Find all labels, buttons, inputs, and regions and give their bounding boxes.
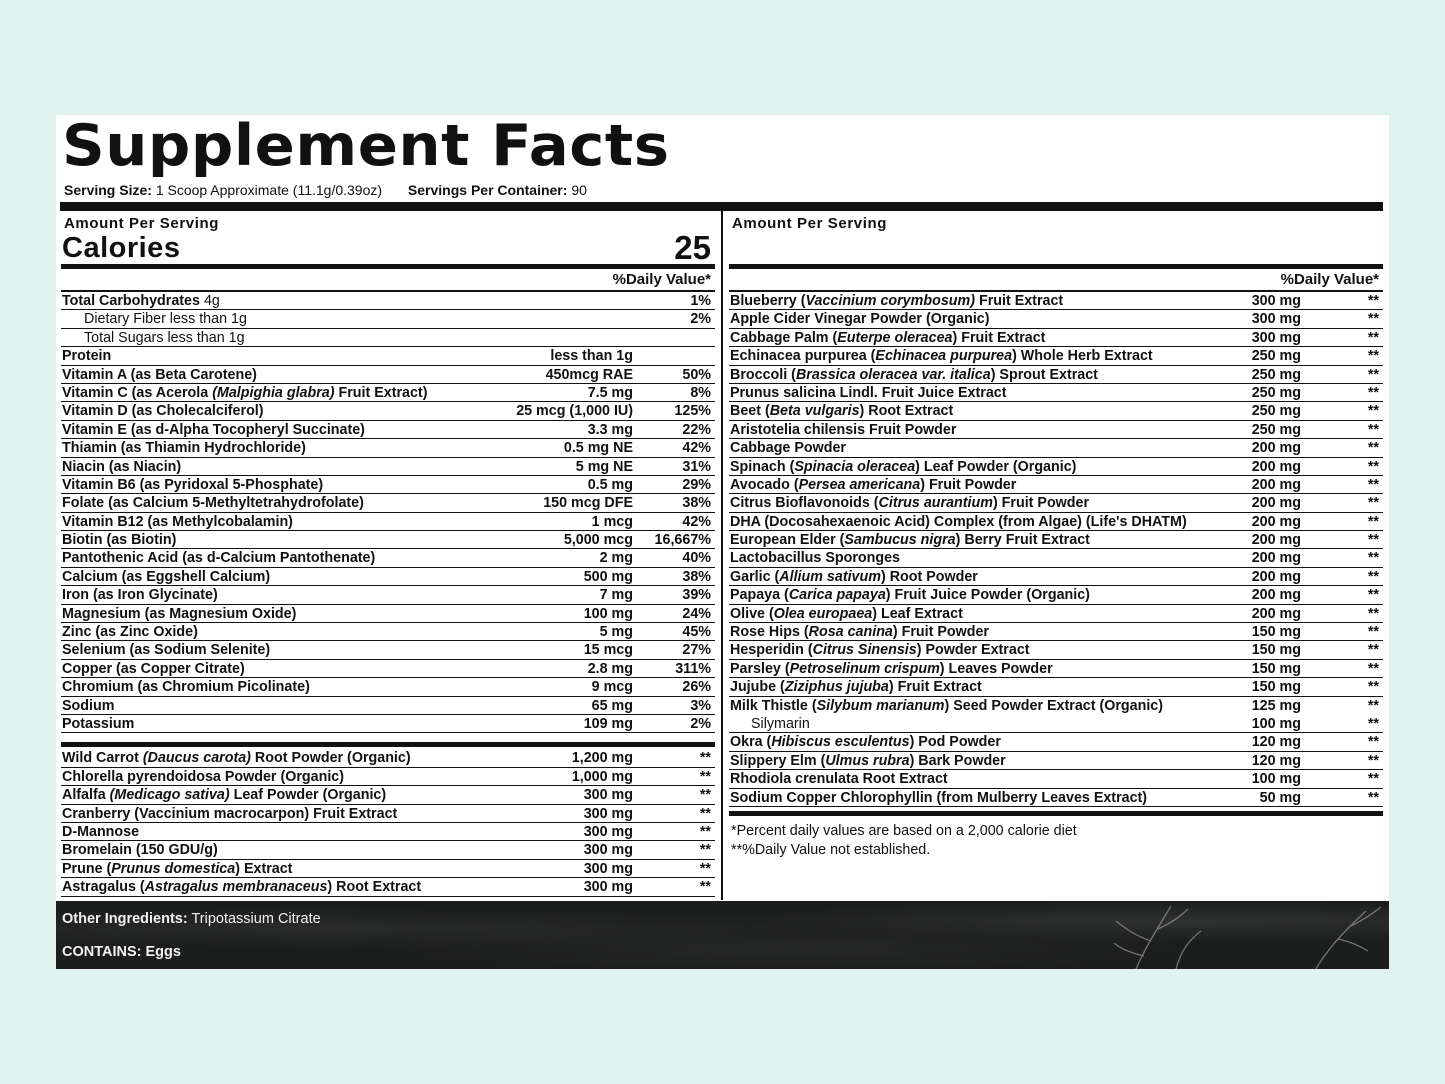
table-row [729,789,1383,807]
amount: 300 mg [1251,329,1301,346]
ingredient-name: Aristotelia chilensis Fruit Powder [730,421,957,438]
ingredient-name: Avocado (Persea americana) Fruit Powder [730,476,1017,493]
amount: 0.5 mg [587,476,633,493]
table-row [61,623,715,641]
table-row [729,605,1383,623]
ingredient-list [61,749,715,896]
amount: 300 mg [583,842,633,859]
ingredient-name: Beet (Beta vulgaris) Root Extract [730,403,954,420]
ingredient-name: Apple Cider Vinegar Powder (Organic) [730,311,990,328]
daily-value: ** [1367,624,1379,641]
ingredient-name: Slippery Elm (Ulmus rubra) Bark Powder [730,752,1006,769]
table-row [729,366,1383,384]
table-row [729,531,1383,549]
amount: 65 mg [591,697,633,714]
daily-value: ** [699,879,711,896]
table-row [729,623,1383,641]
daily-value: ** [1367,771,1379,788]
serving-size-value: 1 Scoop Approximate (11.1g/0.39oz) [155,182,383,198]
serving-size-label: Serving Size: [64,182,152,198]
ingredient-name: Cabbage Powder [730,440,846,457]
daily-value: 38% [682,568,711,585]
table-row [729,384,1383,402]
ingredient-name: Biotin (as Biotin) [62,532,177,549]
ingredient-name: Alfalfa (Medicago sativa) Leaf Powder (Organic) [62,787,387,804]
amount: 300 mg [1251,311,1301,328]
calories-label: Calories [62,232,181,264]
amount: 250 mg [1251,403,1301,420]
table-row [61,605,715,623]
table-row [61,697,715,715]
table-row [61,347,715,365]
amount: 109 mg [583,715,633,732]
daily-value: 311% [675,660,711,677]
daily-value: ** [699,750,711,767]
daily-value: ** [1367,550,1379,567]
table-row [729,697,1383,715]
table-row [729,641,1383,659]
ingredient-name: Zinc (as Zinc Oxide) [62,624,198,641]
ingredient-name: Iron (as Iron Glycinate) [62,587,218,604]
table-row [61,458,715,476]
table-row [61,586,715,604]
ingredient-name: Cranberry (Vaccinium macrocarpon) Fruit Extract [62,805,398,822]
daily-value: 42% [682,440,711,457]
daily-value: ** [1367,311,1379,328]
table-row [729,568,1383,586]
ingredient-name: Calcium (as Eggshell Calcium) [62,568,271,585]
ingredient-name: DHA (Docosahexaenoic Acid) Complex (from Algae) (Life's DHATM) [730,513,1187,530]
ingredient-name: Pantothenic Acid (as d-Calcium Pantothenate) [62,550,376,567]
daily-value: ** [1367,532,1379,549]
table-row [729,458,1383,476]
ingredient-name: Potassium [62,715,135,732]
ingredient-name: Rose Hips (Rosa canina) Fruit Powder [730,624,989,641]
table-row [61,549,715,567]
amount: 300 mg [583,879,633,896]
daily-value: ** [1367,715,1379,732]
amount: 200 mg [1251,532,1301,549]
daily-value: ** [1367,660,1379,677]
table-row [729,310,1383,328]
daily-value: ** [1367,642,1379,659]
column-divider [721,211,723,900]
amount: 200 mg [1251,568,1301,585]
amount: 300 mg [583,787,633,804]
amount: 3.3 mg [587,421,633,438]
table-row [61,292,715,310]
table-row [61,568,715,586]
daily-value: ** [1367,513,1379,530]
right-column [729,211,1383,860]
table-row [61,841,715,859]
table-row [61,366,715,384]
ingredient-name: Astragalus (Astragalus membranaceus) Root Extract [62,879,422,896]
table-row [61,768,715,786]
ingredient-name: Magnesium (as Magnesium Oxide) [62,605,297,622]
daily-value: 39% [682,587,711,604]
amount: 450mcg RAE [545,366,633,383]
amount: 100 mg [583,605,633,622]
table-row [61,384,715,402]
ingredient-name: Sodium Copper Chlorophyllin (from Mulberry Leaves Extract) [730,789,1148,806]
ingredient-name: Papaya (Carica papaya) Fruit Juice Powder (Organic) [730,587,1090,604]
ingredient-name: Dietary Fiber less than 1g [84,311,247,328]
amount: 2.8 mg [587,660,633,677]
amount: 300 mg [1251,293,1301,309]
table-row [61,860,715,878]
amount: 120 mg [1251,752,1301,769]
ingredient-name: Vitamin B12 (as Methylcobalamin) [62,513,293,530]
table-row [61,749,715,767]
page-title: Supplement Facts [62,113,670,179]
ingredient-name: Jujube (Ziziphus jujuba) Fruit Extract [730,679,982,696]
amount: 500 mg [583,568,633,585]
daily-value: 42% [682,513,711,530]
ingredient-name: Sodium [62,697,115,714]
daily-value: ** [1367,384,1379,401]
amount: 200 mg [1251,458,1301,475]
ingredient-name: Total Sugars less than 1g [84,329,245,346]
amount: 300 mg [583,823,633,840]
daily-value: ** [1367,734,1379,751]
ingredient-name: Olive (Olea europaea) Leaf Extract [730,605,963,622]
left-column [61,211,715,897]
ingredient-name: Folate (as Calcium 5-Methyltetrahydrofolate) [62,495,364,512]
daily-value: ** [699,860,711,877]
daily-value-header: %Daily Value* [729,269,1383,292]
amount: 5,000 mcg [563,532,633,549]
ingredient-name: Prunus salicina Lindl. Fruit Juice Extract [730,384,1007,401]
top-divider [60,202,1383,211]
other-ingredients-label: Other Ingredients: [62,911,188,927]
amount: 200 mg [1251,550,1301,567]
amount: 1,000 mg [571,768,633,785]
daily-value: 125% [674,403,711,420]
daily-value: ** [1367,440,1379,457]
daily-value: ** [699,805,711,822]
daily-value: ** [1367,348,1379,365]
daily-value: 2% [690,715,711,732]
daily-value: ** [699,768,711,785]
table-row [729,329,1383,347]
footnote-not-established: **%Daily Value not established. [731,841,931,858]
ingredient-name: Niacin (as Niacin) [62,458,182,475]
servings-per-container-label: Servings Per Container: [407,182,568,198]
amount: 25 mcg (1,000 IU) [516,403,633,420]
daily-value: 40% [682,550,711,567]
daily-value: 50% [682,366,711,383]
amount: 200 mg [1251,440,1301,457]
amount: 200 mg [1251,476,1301,493]
amount: 2 mg [599,550,633,567]
amount: 1,200 mg [571,750,633,767]
allergen-contains: CONTAINS: Eggs [62,944,181,960]
table-row [61,402,715,420]
daily-value: 45% [682,624,711,641]
amount: 5 mg [599,624,633,641]
ingredient-name: Protein [62,348,112,365]
table-row [61,531,715,549]
amount-per-serving-heading: Amount Per Serving [732,215,887,232]
ingredient-name: Chlorella pyrendoidosa Powder (Organic) [62,768,345,785]
amount: 200 mg [1251,495,1301,512]
ingredient-name: Spinach (Spinacia oleracea) Leaf Powder (Organic) [730,458,1077,475]
table-row [61,476,715,494]
bottom-banner [56,901,1389,969]
daily-value: ** [1367,605,1379,622]
amount: 5 mg NE [575,458,633,475]
amount: 250 mg [1251,366,1301,383]
ingredient-name: Bromelain (150 GDU/g) [62,842,218,859]
servings-per-container-value: 90 [571,182,587,198]
table-row [61,878,715,896]
daily-value: 38% [682,495,711,512]
ingredient-name: Vitamin A (as Beta Carotene) [62,366,257,383]
daily-value: ** [699,823,711,840]
table-row [61,660,715,678]
ingredient-name: Silymarin [751,715,810,732]
daily-value: 8% [690,384,711,401]
daily-value: 27% [682,642,711,659]
amount: 150 mg [1251,624,1301,641]
ingredient-name: Total Carbohydrates 4g [62,293,220,309]
table-row [61,641,715,659]
amount: 125 mg [1251,697,1301,714]
table-row [729,494,1383,512]
ingredient-name: Vitamin B6 (as Pyridoxal 5-Phosphate) [62,476,324,493]
ingredient-name: Echinacea purpurea (Echinacea purpurea) Whole Herb Extract [730,348,1153,365]
ingredient-name: Milk Thistle (Silybum marianum) Seed Powder Extract (Organic) [730,697,1163,714]
table-row [61,513,715,531]
amount: 7 mg [599,587,633,604]
daily-value: ** [699,842,711,859]
footnote-percent-daily: *Percent daily values are based on a 2,000 calorie diet [731,822,1077,839]
table-row [729,715,1383,733]
amount: 150 mg [1251,679,1301,696]
table-row [729,586,1383,604]
amount: 0.5 mg NE [563,440,633,457]
daily-value: ** [699,787,711,804]
table-row [61,805,715,823]
calories-value: 25 [674,229,711,266]
amount: 250 mg [1251,384,1301,401]
table-row [61,823,715,841]
table-row [729,347,1383,365]
table-row [61,310,715,328]
daily-value: 24% [682,605,711,622]
amount: less than 1g [550,348,633,365]
table-row [729,421,1383,439]
table-row [729,439,1383,457]
herb-illustration [1076,901,1389,969]
amount: 7.5 mg [587,384,633,401]
amount: 100 mg [1251,771,1301,788]
table-row [729,733,1383,751]
other-ingredients [62,911,321,927]
ingredient-name: Wild Carrot (Daucus carota) Root Powder (Organic) [62,750,411,767]
amount: 300 mg [583,860,633,877]
daily-value: ** [1367,476,1379,493]
table-row [729,549,1383,567]
amount: 100 mg [1251,715,1301,732]
daily-value: ** [1367,679,1379,696]
ingredient-list [729,292,1383,807]
amount: 1 mcg [591,513,633,530]
table-row [61,715,715,733]
ingredient-name: Rhodiola crenulata Root Extract [730,771,948,788]
amount: 200 mg [1251,587,1301,604]
ingredient-name: Thiamin (as Thiamin Hydrochloride) [62,440,306,457]
section-divider [61,742,715,747]
footnotes [729,816,1383,860]
ingredient-name: Selenium (as Sodium Selenite) [62,642,271,659]
amount: 15 mcg [583,642,633,659]
daily-value: ** [1367,752,1379,769]
daily-value: ** [1367,587,1379,604]
daily-value: ** [1367,697,1379,714]
amount: 250 mg [1251,348,1301,365]
table-row [61,786,715,804]
table-row [729,402,1383,420]
amount: 200 mg [1251,513,1301,530]
ingredient-name: Blueberry (Vaccinium corymbosum) Fruit Extract [730,293,1064,309]
ingredient-name: Prune (Prunus domestica) Extract [62,860,293,877]
table-row [729,476,1383,494]
table-row [729,660,1383,678]
daily-value-header: %Daily Value* [61,269,715,292]
daily-value: ** [1367,329,1379,346]
ingredient-name: Okra (Hibiscus esculentus) Pod Powder [730,734,1001,751]
ingredient-name: Lactobacillus Sporonges [730,550,901,567]
ingredient-name: Garlic (Allium sativum) Root Powder [730,568,978,585]
daily-value: ** [1367,495,1379,512]
amount: 200 mg [1251,605,1301,622]
daily-value: 31% [682,458,711,475]
ingredient-name: Chromium (as Chromium Picolinate) [62,679,310,696]
daily-value: 22% [682,421,711,438]
daily-value: ** [1367,568,1379,585]
daily-value: ** [1367,366,1379,383]
ingredient-name: European Elder (Sambucus nigra) Berry Fruit Extract [730,532,1090,549]
daily-value: ** [1367,458,1379,475]
amount: 9 mcg [591,679,633,696]
daily-value: 29% [682,476,711,493]
daily-value: 16,667% [654,532,711,549]
other-ingredients-value: Tripotassium Citrate [191,911,321,927]
table-row [61,421,715,439]
amount-per-serving-heading: Amount Per Serving [64,215,219,232]
daily-value: ** [1367,403,1379,420]
amount: 120 mg [1251,734,1301,751]
ingredient-name: Cabbage Palm (Euterpe oleracea) Fruit Extract [730,329,1046,346]
daily-value: 2% [690,311,711,328]
ingredient-name: D-Mannose [62,823,140,840]
table-row [729,513,1383,531]
table-row [61,494,715,512]
table-row [729,752,1383,770]
ingredient-name: Citrus Bioflavonoids (Citrus aurantium) Fruit Powder [730,495,1090,512]
ingredient-name: Parsley (Petroselinum crispum) Leaves Powder [730,660,1053,677]
ingredient-name: Vitamin D (as Cholecalciferol) [62,403,264,420]
ingredient-name: Broccoli (Brassica oleracea var. italica) Sprout Extract [730,366,1098,383]
amount: 150 mcg DFE [543,495,633,512]
ingredient-name: Copper (as Copper Citrate) [62,660,245,677]
table-row [729,678,1383,696]
table-row [61,439,715,457]
amount: 250 mg [1251,421,1301,438]
daily-value: 1% [690,293,711,309]
daily-value: ** [1367,293,1379,309]
ingredient-name: Vitamin E (as d-Alpha Tocopheryl Succinate) [62,421,365,438]
daily-value: ** [1367,421,1379,438]
amount: 150 mg [1251,642,1301,659]
table-row [729,292,1383,310]
ingredient-name: Hesperidin (Citrus Sinensis) Powder Extract [730,642,1030,659]
amount: 300 mg [583,805,633,822]
nutrient-list [61,292,715,733]
daily-value: ** [1367,789,1379,806]
table-row [61,678,715,696]
serving-info [64,182,587,198]
amount: 50 mg [1259,789,1301,806]
table-row [729,770,1383,788]
ingredient-name: Vitamin C (as Acerola (Malpighia glabra) Fruit Extract) [62,384,428,401]
supplement-facts-label [56,115,1389,969]
table-row [61,329,715,347]
calories-row [61,229,715,266]
amount: 150 mg [1251,660,1301,677]
daily-value: 3% [690,697,711,714]
daily-value: 26% [682,679,711,696]
